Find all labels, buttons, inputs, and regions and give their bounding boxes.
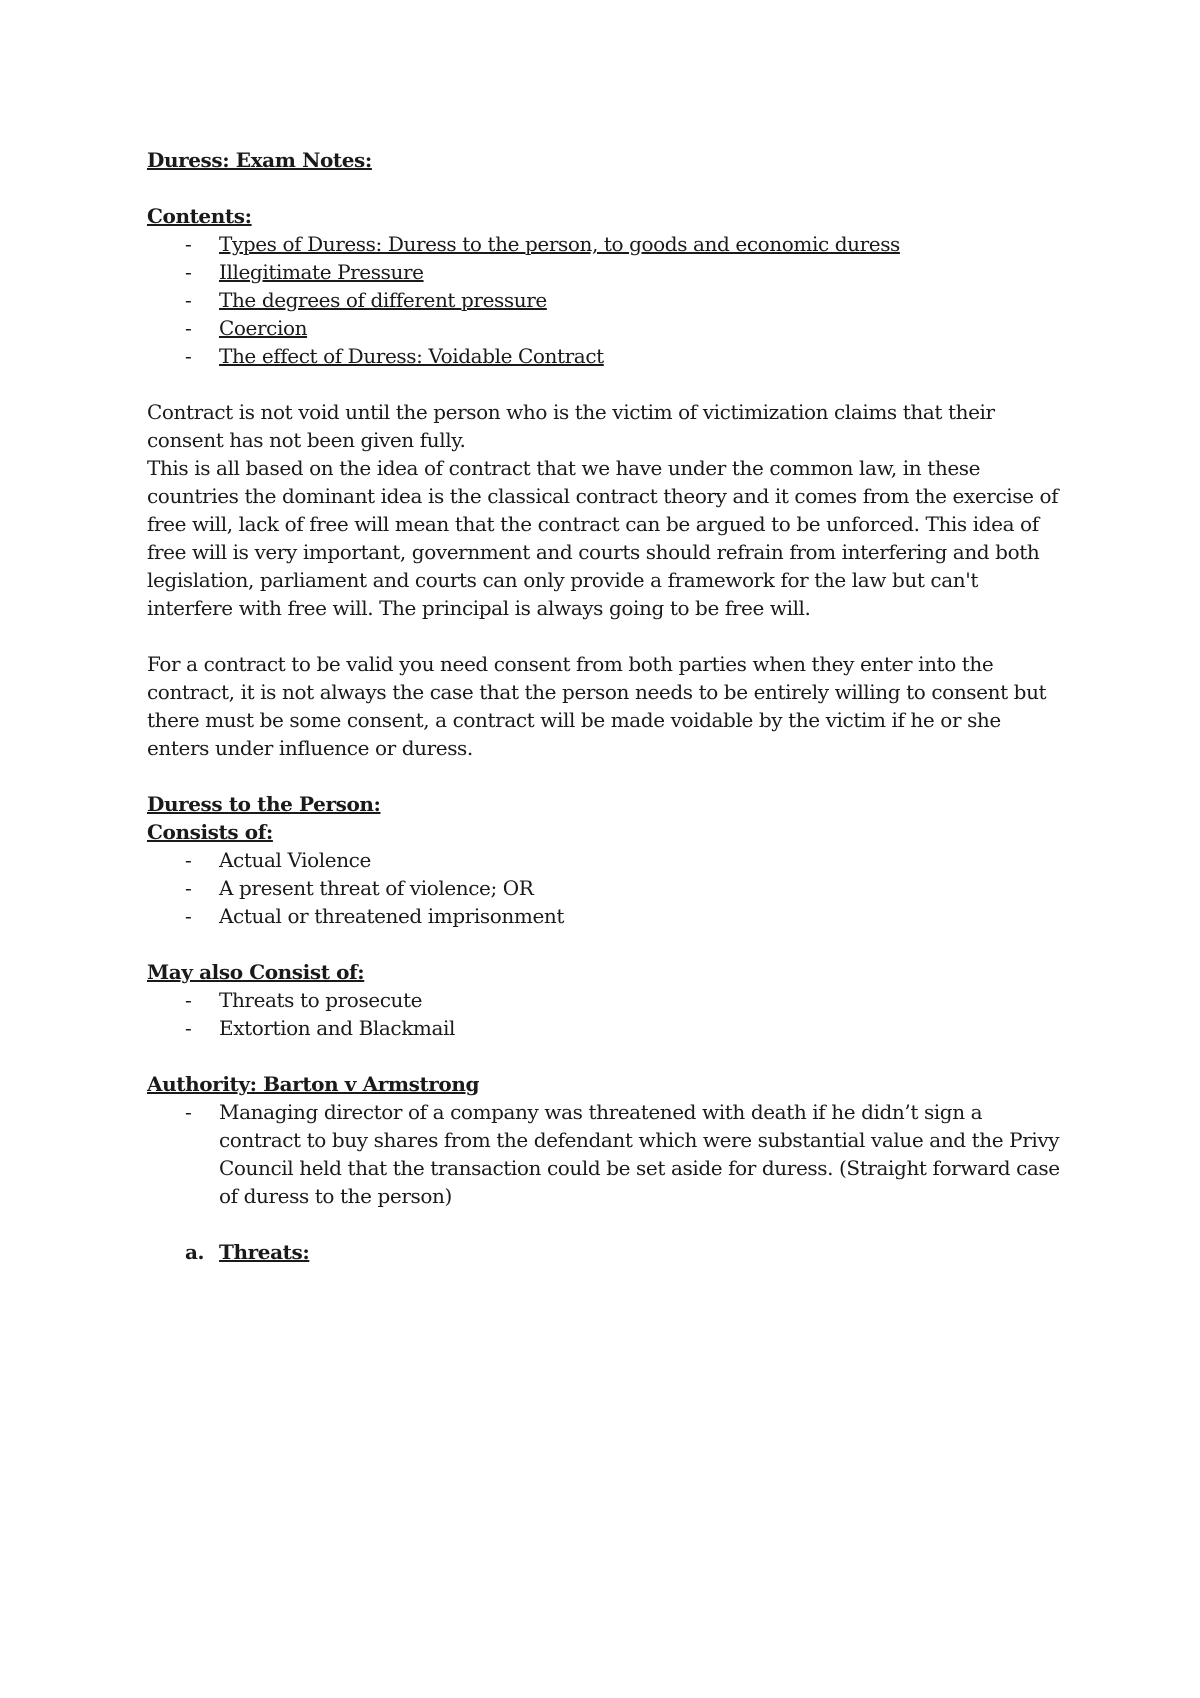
spacer bbox=[147, 1042, 1067, 1070]
dash-marker: - bbox=[185, 316, 192, 340]
sub-item-threats bbox=[147, 1238, 1067, 1266]
dash-marker: - bbox=[185, 260, 192, 284]
body-paragraph: For a contract to be valid you need consent from both parties when they enter into the contract, it is not always the case that the person needs to be entirely willing to consent but there must be some consent, a contract will be made voidable by the victim if he or she enters under influence or duress. bbox=[147, 652, 1047, 760]
dash-marker: - bbox=[185, 988, 192, 1012]
document-page bbox=[147, 146, 1067, 1266]
consists-of-list bbox=[147, 846, 1067, 930]
list-item-text: Actual or threatened imprisonment bbox=[219, 904, 565, 928]
dash-marker: - bbox=[185, 288, 192, 312]
contents-item bbox=[147, 230, 1067, 258]
contents-item bbox=[147, 258, 1067, 286]
contents-item bbox=[147, 286, 1067, 314]
list-item-text: Extortion and Blackmail bbox=[219, 1016, 456, 1040]
dash-marker: - bbox=[185, 904, 192, 928]
list-item bbox=[147, 986, 1067, 1014]
list-item bbox=[147, 1014, 1067, 1042]
body-paragraph: This is all based on the idea of contract that we have under the common law, in these countries the dominant idea is the classical contract theory and it comes from the exercise of free will, lack of free will mean that the contract can be argued to be unforced. This idea of free will is very important, government and courts should refrain from interfering and both legislation, parliament and courts can only provide a framework for the law but can't interfere with free will. The principal is always going to be free will. bbox=[147, 456, 1059, 620]
list-item bbox=[147, 874, 1067, 902]
spacer bbox=[147, 762, 1067, 790]
list-item-text: Managing director of a company was threatened with death if he didn’t sign a contract to buy shares from the defendant which were substantial value and the Privy Council held that the transaction could be set aside for duress. (Straight forward case of duress to the person) bbox=[219, 1100, 1060, 1208]
dash-marker: - bbox=[185, 876, 192, 900]
dash-marker: - bbox=[185, 1100, 192, 1124]
may-also-consist-list bbox=[147, 986, 1067, 1042]
spacer bbox=[147, 1210, 1067, 1238]
alpha-marker: a. bbox=[185, 1240, 205, 1264]
contents-heading: Contents: bbox=[147, 204, 252, 228]
list-item bbox=[147, 902, 1067, 930]
spacer bbox=[147, 370, 1067, 398]
dash-marker: - bbox=[185, 1016, 192, 1040]
contents-item-text: Types of Duress: Duress to the person, to goods and economic duress bbox=[219, 232, 900, 256]
authority-heading: Authority: Barton v Armstrong bbox=[147, 1072, 480, 1096]
spacer bbox=[147, 622, 1067, 650]
document-title: Duress: Exam Notes: bbox=[147, 148, 372, 172]
contents-item bbox=[147, 342, 1067, 370]
authority-list bbox=[147, 1098, 1067, 1210]
dash-marker: - bbox=[185, 848, 192, 872]
list-item bbox=[147, 846, 1067, 874]
may-also-consist-heading: May also Consist of: bbox=[147, 960, 365, 984]
contents-item-text: The degrees of different pressure bbox=[219, 288, 547, 312]
contents-item-text: Illegitimate Pressure bbox=[219, 260, 424, 284]
list-item-text: Threats to prosecute bbox=[219, 988, 423, 1012]
list-item-text: A present threat of violence; OR bbox=[219, 876, 534, 900]
contents-item bbox=[147, 314, 1067, 342]
spacer bbox=[147, 174, 1067, 202]
dash-marker: - bbox=[185, 344, 192, 368]
contents-list bbox=[147, 230, 1067, 370]
duress-person-heading: Duress to the Person: bbox=[147, 792, 381, 816]
sub-item-label: Threats: bbox=[219, 1240, 310, 1264]
spacer bbox=[147, 930, 1067, 958]
contents-item-text: The effect of Duress: Voidable Contract bbox=[219, 344, 604, 368]
body-paragraph: Contract is not void until the person who is the victim of victimization claims that their consent has not been given fully. bbox=[147, 400, 995, 452]
list-item-text: Actual Violence bbox=[219, 848, 371, 872]
dash-marker: - bbox=[185, 232, 192, 256]
contents-item-text: Coercion bbox=[219, 316, 308, 340]
consists-of-heading: Consists of: bbox=[147, 820, 273, 844]
list-item bbox=[147, 1098, 1067, 1210]
